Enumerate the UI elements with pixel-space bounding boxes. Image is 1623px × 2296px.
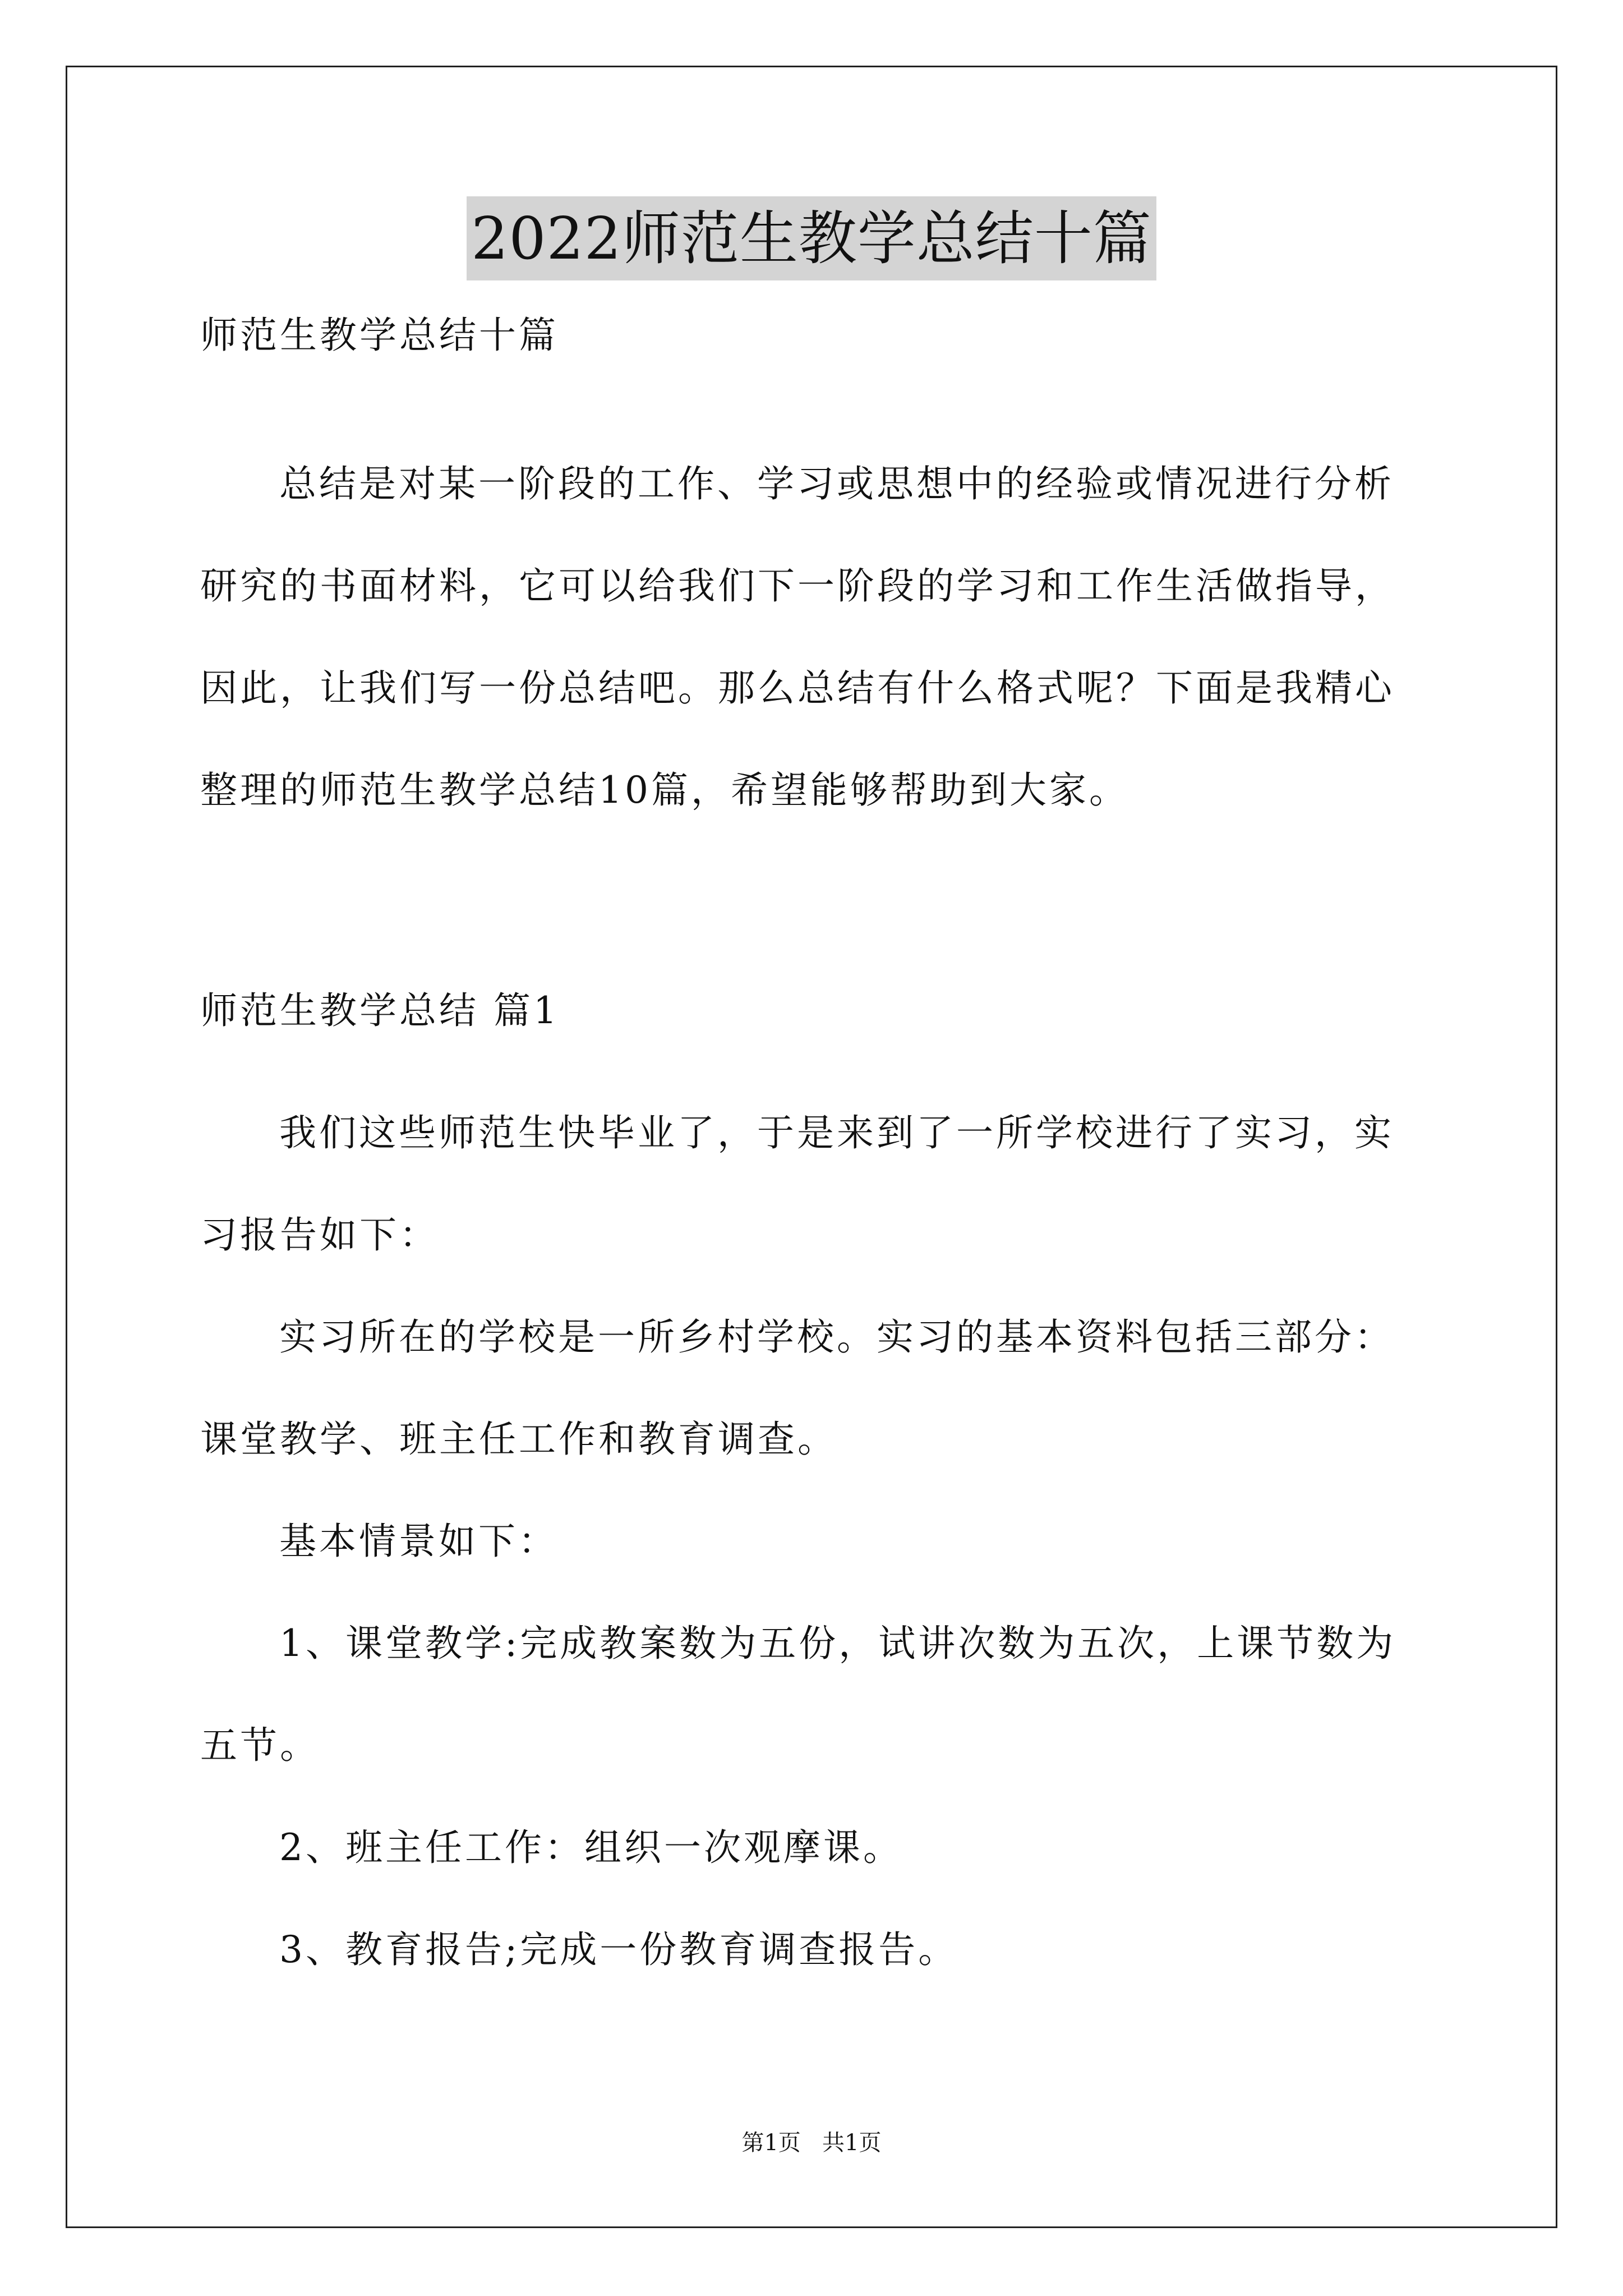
body-line-1: 我们这些师范生快毕业了，于是来到了一所学校进行了实习，实	[279, 1111, 1394, 1154]
body-line-2: 习报告如下：	[200, 1213, 439, 1257]
body-line-8: 2、班主任工作：组织一次观摩课。	[279, 1826, 903, 1869]
body-line-3: 实习所在的学校是一所乡村学校。实习的基本资料包括三部分：	[279, 1315, 1394, 1359]
title-container	[0, 196, 1623, 280]
body-line-5: 基本情景如下：	[279, 1520, 558, 1563]
body-line-4: 课堂教学、班主任工作和教育调查。	[200, 1418, 837, 1461]
page-footer: 第1页 共1页	[741, 2130, 882, 2156]
body-line-9: 3、教育报告;完成一份教育调查报告。	[279, 1928, 958, 1971]
intro-line-3: 因此，让我们写一份总结吧。那么总结有什么格式呢？下面是我精心	[200, 666, 1395, 710]
document-title: 2022师范生教学总结十篇	[467, 196, 1156, 280]
intro-line-1: 总结是对某一阶段的工作、学习或思想中的经验或情况进行分析	[279, 462, 1394, 505]
intro-line-2: 研究的书面材料，它可以给我们下一阶段的学习和工作生活做指导，	[200, 564, 1395, 608]
intro-line-4: 整理的师范生教学总结10篇，希望能够帮助到大家。	[200, 769, 1129, 812]
subtitle: 师范生教学总结十篇	[200, 314, 559, 357]
section-heading: 师范生教学总结 篇1	[200, 989, 560, 1032]
body-line-6: 1、课堂教学:完成教案数为五份，试讲次数为五次，上课节数为	[279, 1622, 1396, 1665]
body-line-7: 五节。	[200, 1724, 320, 1767]
